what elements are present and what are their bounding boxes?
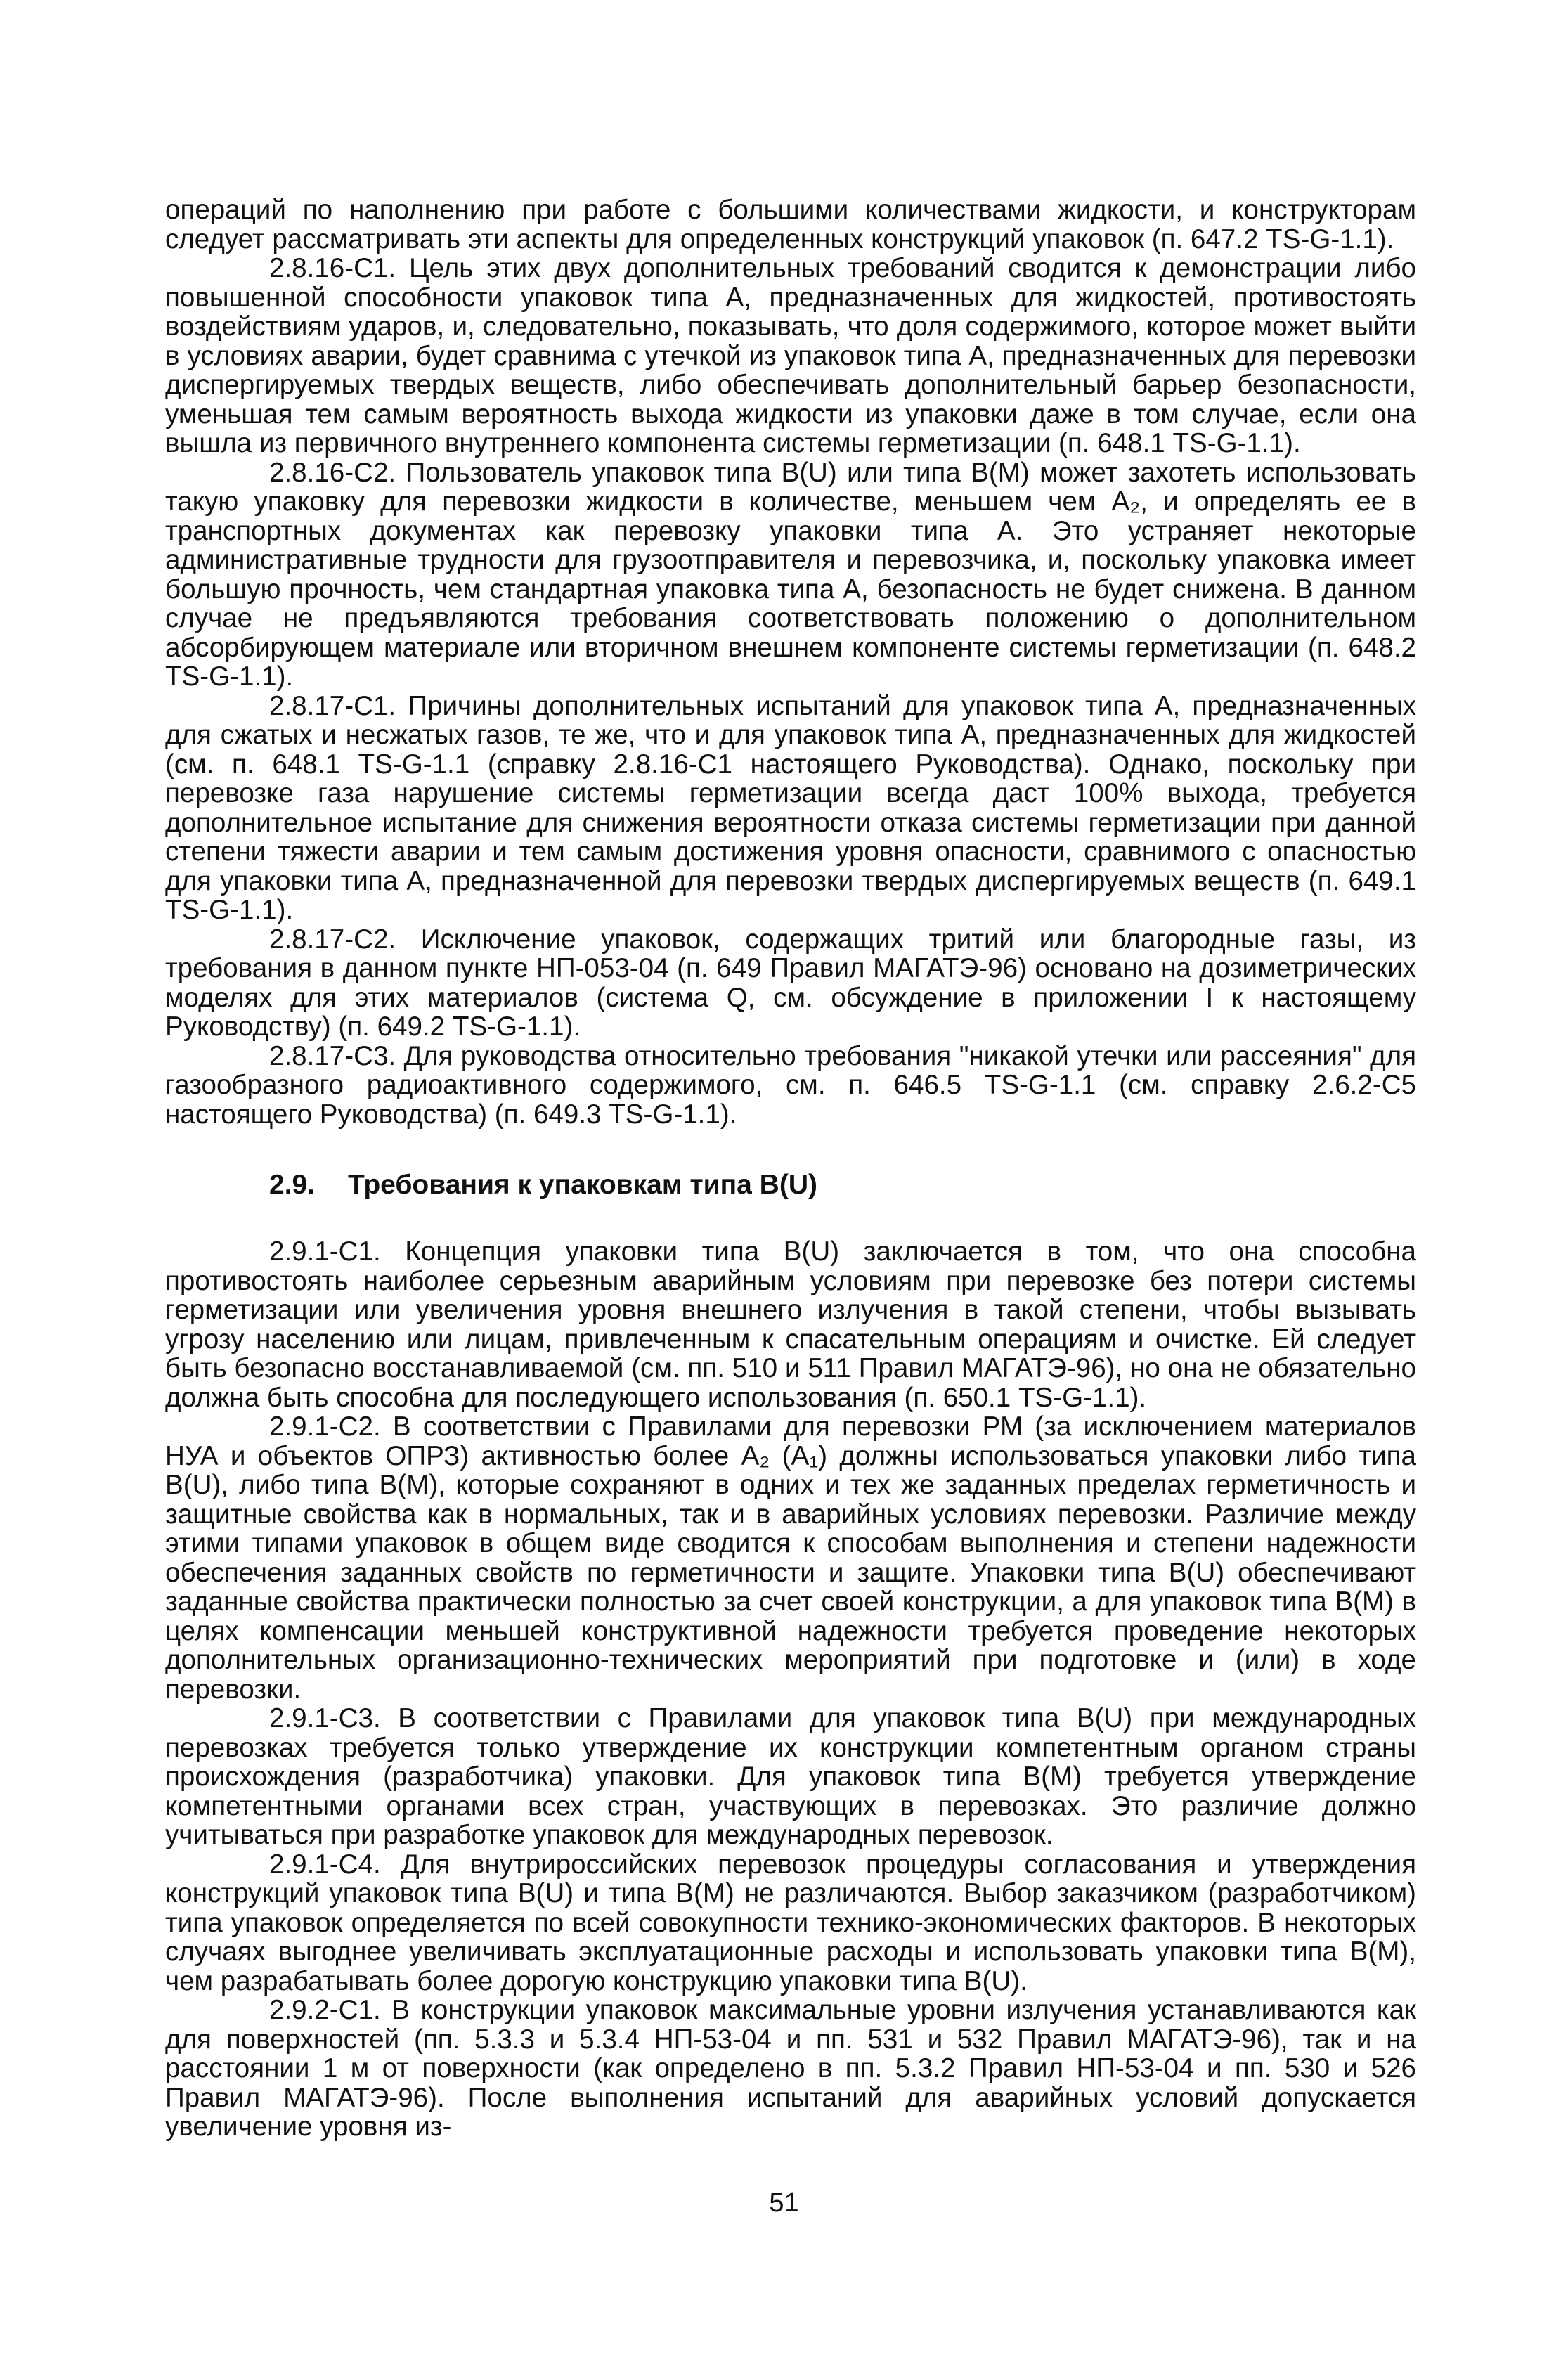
section-heading [165,1170,1416,1201]
paragraph-2-8-16-c1: 2.8.16-C1. Цель этих двух дополнительных требований сводится к демонстрации либо повышенной способности упаковок типа А, предназначенных для жидкостей, противостоять воздействиям ударов, и, следовательно, показывать, что доля содержимого, которое может выйти в условиях аварии, будет сравнима с утечкой из упаковок типа А, предназначенных для перевозки диспергируемых твердых веществ, либо обеспечивать дополнительный барьер безопасности, уменьшая тем самым вероятность выхода жидкости из упаковки даже в том случае, если она вышла из первичного внутреннего компонента системы герметизации (п. 648.1 TS-G-1.1). [165,253,1416,458]
paragraph-2-9-2-c1: 2.9.2-C1. В конструкции упаковок максимальные уровни излучения устанавливаются как для поверхностей (пп. 5.3.3 и 5.3.4 НП-53-04 и пп. 531 и 532 Правил МАГАТЭ-96), так и на расстоянии 1 м от поверхности (как определено в пп. 5.3.2 Правил НП-53-04 и пп. 530 и 526 Правил МАГАТЭ-96). После выполнения испытаний для аварийных условий допускается увеличение уровня из- [165,1995,1416,2142]
paragraph-2-8-17-c3: 2.8.17-C3. Для руководства относительно требования "никакой утечки или рассеяния" для газообразного радиоактивного содержимого, см. п. 646.5 TS-G-1.1 (см. справку 2.6.2-C5 настоящего Руководства) (п. 649.3 TS-G-1.1). [165,1040,1416,1130]
paragraph-2-8-17-c2: 2.8.17-C2. Исключение упаковок, содержащих тритий или благородные газы, из требования в данном пункте НП-053-04 (п. 649 Правил МАГАТЭ-96) основано на дозиметрических моделях для этих материалов (система Q, см. обсуждение в приложении I к настоящему Руководству) (п. 649.2 TS-G-1.1). [165,924,1416,1042]
paragraph-continuation: операций по наполнению при работе с большими количествами жидкости, и конструкторам следует рассматривать эти аспекты для определенных конструкций упаковок (п. 647.2 TS-G-1.1). [165,195,1416,254]
page-number: 51 [769,2188,799,2218]
section-heading-title: Требования к упаковкам типа B(U) [348,1170,817,1200]
document-page [165,195,1416,2142]
section-heading-number: 2.9. [269,1170,316,1200]
paragraph-2-9-1-c4: 2.9.1-C4. Для внутрироссийских перевозок процедуры согласования и утверждения конструкций упаковок типа B(U) и типа B(M) не различаются. Выбор заказчиком (разработчиком) типа упаковок определяется по всей совокупности технико-экономических факторов. В некоторых случаях выгоднее увеличивать эксплуатационные расходы и использовать упаковки типа B(M), чем разрабатывать более дорогую конструкцию упаковки типа B(U). [165,1849,1416,1996]
paragraph-2-8-16-c2: 2.8.16-C2. Пользователь упаковок типа B(U) или типа B(M) может захотеть использовать такую упаковку для перевозки жидкости в количестве, меньшем чем A₂, и определять ее в транспортных документах как перевозку упаковки типа А. Это устраняет некоторые административные трудности для грузоотправителя и перевозчика, и, поскольку упаковка имеет большую прочность, чем стандартная упаковка типа А, безопасность не будет снижена. В данном случае не предъявляются требования соответствовать положению о дополнительном абсорбирующем материале или вторичном внешнем компоненте системы герметизации (п. 648.2 TS-G-1.1). [165,457,1416,692]
paragraph-2-9-1-c3: 2.9.1-C3. В соответствии с Правилами для упаковок типа B(U) при международных перевозках требуется только утверждение их конструкции компетентным органом страны происхождения (разработчика) упаковки. Для упаковок типа B(M) требуется утверждение компетентными органами всех стран, участвующих в перевозках. Это различие должно учитываться при разработке упаковок для международных перевозок. [165,1703,1416,1850]
paragraph-2-8-17-c1: 2.8.17-C1. Причины дополнительных испытаний для упаковок типа А, предназначенных для сжатых и несжатых газов, те же, что и для упаковок типа А, предназначенных для жидкостей (см. п. 648.1 TS-G-1.1 (справку 2.8.16-C1 настоящего Руководства). Однако, поскольку при перевозке газа нарушение системы герметизации всегда даст 100% выхода, требуется дополнительное испытание для снижения вероятности отказа системы герметизации при данной степени тяжести аварии и тем самым достижения уровня опасности, сравнимого с опасностью для упаковки типа А, предназначенной для перевозки твердых диспергируемых веществ (п. 649.1 TS-G-1.1). [165,690,1416,925]
paragraph-2-9-1-c2: 2.9.1-C2. В соответствии с Правилами для перевозки РМ (за исключением материалов НУА и объектов ОПРЗ) активностью более A₂ (A₁) должны использоваться упаковки либо типа B(U), либо типа B(M), которые сохраняют в одних и тех же заданных пределах герметичность и защитные свойства как в нормальных, так и в аварийных условиях перевозки. Различие между этими типами упаковок в общем виде сводится к способам выполнения и степени надежности обеспечения заданных свойств по герметичности и защите. Упаковки типа B(U) обеспечивают заданные свойства практически полностью за счет своей конструкции, а для упаковок типа B(M) в целях компенсации меньшей конструктивной надежности требуется проведение некоторых дополнительных организационно-технических мероприятий при подготовке и (или) в ходе перевозки. [165,1411,1416,1705]
paragraph-2-9-1-c1: 2.9.1-C1. Концепция упаковки типа B(U) заключается в том, что она способна противостоять наиболее серьезным аварийным условиям при перевозке без потери системы герметизации или увеличения уровня внешнего излучения в такой степени, чтобы вызывать угрозу населению или лицам, привлеченным к спасательным операциям и очистке. Ей следует быть безопасно восстанавливаемой (см. пп. 510 и 511 Правил МАГАТЭ-96), но она не обязательно должна быть способна для последующего использования (п. 650.1 TS-G-1.1). [165,1236,1416,1413]
